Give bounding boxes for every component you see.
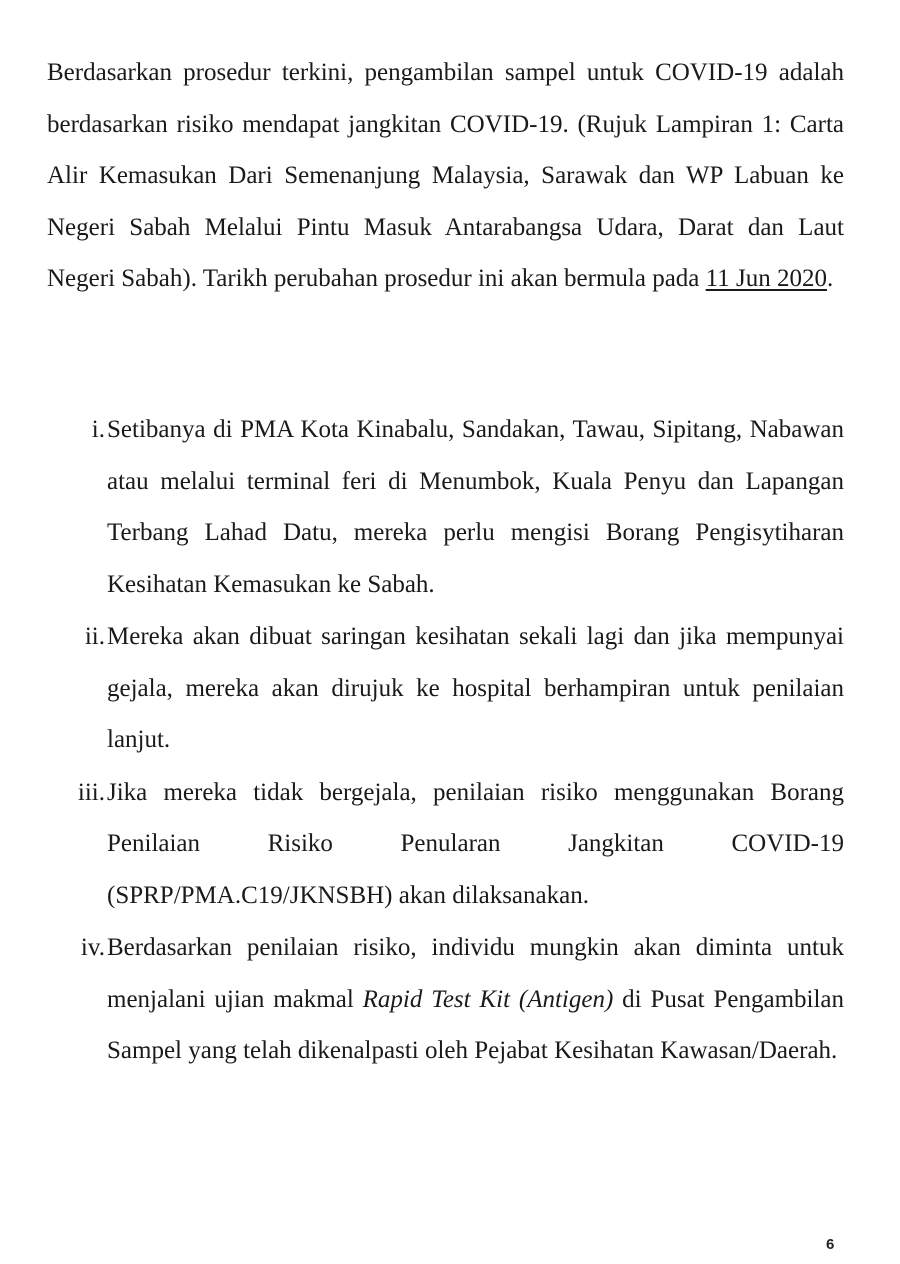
test-kit-name: Rapid Test Kit (Antigen) (362, 985, 614, 1013)
list-item-text: Jika mereka tidak bergejala, penilaian risiko menggunakan Borang Penilaian Risiko Penularan Jangkitan COVID-19 (SPRP/PMA.C19/JKNSBH) akan dilaksanakan. (107, 778, 844, 909)
list-marker: iii. (77, 778, 105, 806)
list-item-text-part: di Pusat Pengambilan Sampel yang telah dikenalpasti oleh Pejabat Kesihatan Kawasan/Daerah. (107, 985, 845, 1064)
procedure-list (47, 404, 844, 1078)
intro-text: Berdasarkan prosedur terkini, pengambilan sampel untuk COVID-19 adalah berdasarkan risiko mendapat jangkitan COVID-19. (Rujuk Lampiran 1: Carta Alir Kemasukan Dari Semenanjung Malaysia, Sarawak dan WP Labuan ke Negeri Sabah Melalui Pintu Masuk Antarabangsa Udara, Darat dan Laut Negeri Sabah). Tarikh perubahan prosedur ini akan bermula pada (47, 59, 844, 292)
list-marker: ii. (84, 623, 105, 650)
page-number: 6 (826, 1236, 835, 1253)
list-item-text-part: Berdasarkan penilaian risiko, individu mungkin akan diminta untuk menjalani ujian makmal (107, 934, 844, 1013)
effective-date: 11 Jun 2020 (705, 265, 827, 292)
intro-text-end: . (826, 265, 834, 292)
list-item-text: Setibanya di PMA Kota Kinabalu, Sandakan, Tawau, Sipitang, Nabawan atau melalui terminal feri di Menumbok, Kuala Penyu dan Lapangan Terbang Lahad Datu, mereka perlu mengisi Borang Pengisytiharan Kesihatan Kemasukan ke Sabah. (107, 416, 844, 598)
list-marker: iv. (80, 934, 105, 961)
list-item (47, 404, 844, 610)
list-marker: i. (91, 416, 105, 443)
list-item (47, 611, 844, 766)
list-item (47, 922, 844, 1077)
intro-paragraph (47, 47, 844, 305)
list-item-text (107, 934, 844, 1064)
list-item (47, 767, 844, 922)
list-item-text: Mereka akan dibuat saringan kesihatan sekali lagi dan jika mempunyai gejala, mereka akan dirujuk ke hospital berhampiran untuk penilaian lanjut. (107, 623, 844, 753)
